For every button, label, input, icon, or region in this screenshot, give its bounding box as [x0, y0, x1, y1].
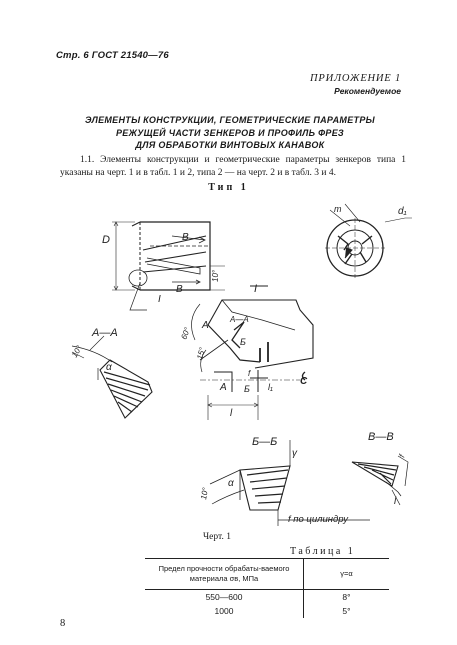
figure-caption: Черт. 1	[203, 532, 231, 542]
label-b-detail-bottom: Б	[244, 384, 250, 394]
page-number: 8	[60, 618, 66, 629]
label-section-a-a: А—А	[92, 327, 118, 339]
cell-angle: 8°	[342, 592, 351, 602]
label-section-b-b: Б—Б	[252, 436, 278, 448]
title-line-3: ДЛЯ ОБРАБОТКИ ВИНТОВЫХ КАНАВОК	[135, 140, 325, 150]
label-gamma: γ	[292, 448, 297, 459]
section-a-a	[69, 336, 152, 418]
label-b-detail-top: Б	[240, 337, 246, 347]
side-view	[112, 222, 225, 310]
label-m: m	[334, 204, 342, 214]
cell-angle: 5°	[342, 606, 351, 616]
label-c: С	[300, 376, 308, 387]
appendix-status: Рекомендуемое	[334, 86, 401, 96]
running-head: Стр. 6 ГОСТ 21540—76	[56, 50, 169, 61]
header-strength: Предел прочности обрабаты-ваемого материала σв, МПа	[145, 559, 304, 590]
title-line-2: РЕЖУЩЕЙ ЧАСТИ ЗЕНКЕРОВ И ПРОФИЛЬ ФРЕЗ	[115, 127, 344, 138]
label-f-v: f	[397, 453, 407, 459]
cell-strength: 1000	[145, 604, 304, 618]
label-alpha-a: α	[106, 362, 112, 373]
table-row	[145, 604, 389, 618]
table-caption: Таблица 1	[290, 546, 356, 557]
paragraph-line-1: 1.1. Элементы конструкции и геометрические параметры зенкеров типа 1	[80, 155, 406, 165]
label-l-v: l	[394, 496, 397, 507]
label-f-cylinder: f по цилиндру	[288, 514, 348, 525]
label-15deg: 15°	[195, 346, 208, 361]
label-alpha-b: α	[228, 478, 234, 489]
label-b-top: В	[182, 232, 189, 243]
label-10deg-side: 10°	[211, 269, 220, 282]
label-l: l	[230, 408, 233, 419]
label-10deg-a: 10°	[69, 344, 84, 359]
detail-i	[191, 286, 313, 420]
table-row	[145, 590, 389, 605]
label-D: D	[102, 234, 110, 246]
label-section-mark-a: А—А	[230, 315, 249, 324]
label-I-side: I	[158, 294, 161, 305]
header-angle: γ=α	[304, 559, 390, 590]
label-A-left: А	[202, 320, 209, 331]
label-f-detail: f	[248, 369, 251, 378]
appendix-label: ПРИЛОЖЕНИЕ 1	[310, 73, 401, 84]
label-b-bottom: В	[176, 284, 183, 295]
section-v-v	[352, 456, 408, 505]
table-1	[145, 558, 389, 618]
label-l1: l₁	[268, 382, 273, 392]
label-d1: d₁	[398, 206, 407, 217]
table-header-row	[145, 559, 389, 590]
label-I-detail: I	[254, 283, 258, 295]
paragraph-line-2: указаны на черт. 1 и в табл. 1 и 2, типа 2 — на черт. 2 и в табл. 3 и 4.	[60, 167, 336, 178]
label-60deg: 60°	[179, 326, 193, 341]
cell-strength: 550—600	[145, 590, 304, 605]
label-10deg-b: 10°	[199, 486, 211, 501]
title-line-1: ЭЛЕМЕНТЫ КОНСТРУКЦИИ, ГЕОМЕТРИЧЕСКИЕ ПАРАМЕТРЫ	[85, 115, 375, 125]
label-A-bottom: А	[220, 382, 227, 393]
label-section-v-v: В—В	[368, 431, 394, 443]
type-heading: Тип 1	[208, 182, 249, 193]
